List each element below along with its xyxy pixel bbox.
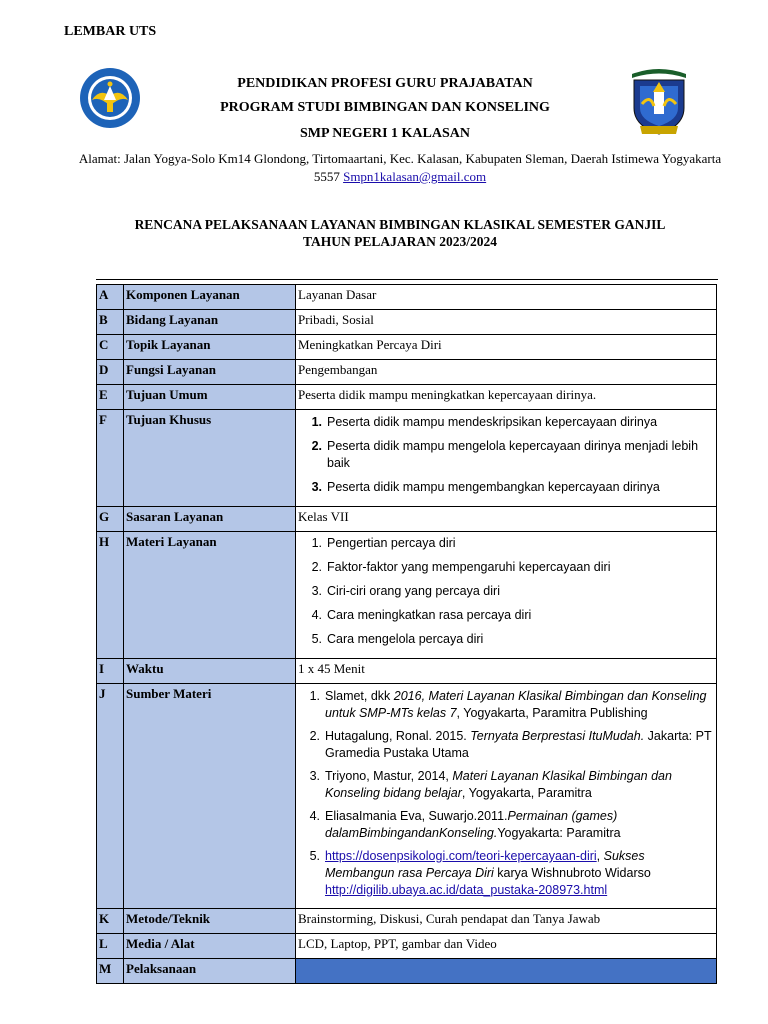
row-letter: M (97, 959, 124, 984)
row-letter: D (97, 360, 124, 385)
row-letter: G (97, 507, 124, 532)
list-item (300, 631, 714, 648)
table-row (97, 532, 717, 659)
header-divider (96, 279, 718, 280)
school-address (70, 150, 730, 186)
row-value: 1 x 45 Menit (296, 659, 717, 684)
row-value (296, 684, 717, 909)
item-text: Cara mengelola percaya diri (327, 632, 484, 646)
row-letter: B (97, 310, 124, 335)
row-label: Sumber Materi (124, 684, 296, 909)
service-plan-table (96, 284, 717, 984)
item-number: 2. (309, 729, 320, 743)
row-value (296, 959, 717, 984)
list-item (300, 414, 714, 431)
row-label: Materi Layanan (124, 532, 296, 659)
item-number: 1. (311, 415, 322, 429)
item-text: https://dosenpsikologi.com/teori-kepercayaan-diri, Sukses Membangun rasa Percaya Diri karya Wishnubroto Widarso http://digilib.ubaya.ac.id/data_pustaka-208973.html (325, 849, 651, 897)
row-letter: L (97, 934, 124, 959)
list-item (300, 583, 714, 600)
table-row (97, 385, 717, 410)
item-text: Peserta didik mampu mengembangkan kepercayaan dirinya (327, 480, 660, 494)
row-label: Komponen Layanan (124, 285, 296, 310)
item-number: 5. (311, 632, 322, 646)
list-item (300, 479, 714, 496)
list-item (300, 535, 714, 552)
item-number: 3. (311, 480, 322, 494)
header-line-1: PENDIDIKAN PROFESI GURU PRAJABATAN (237, 76, 533, 91)
row-label: Media / Alat (124, 934, 296, 959)
row-value (296, 532, 717, 659)
list-item (298, 768, 714, 802)
item-number: 2. (311, 560, 322, 574)
tut-wuri-handayani-logo (78, 66, 142, 130)
material-list (298, 535, 714, 648)
item-number: 3. (309, 769, 320, 783)
row-label: Tujuan Umum (124, 385, 296, 410)
sleman-regency-crest (626, 64, 692, 136)
row-value: Pribadi, Sosial (296, 310, 717, 335)
title-line-2: TAHUN PELAJARAN 2023/2024 (302, 234, 497, 249)
title-line-1: RENCANA PELAKSANAAN LAYANAN BIMBINGAN KLASIKAL SEMESTER GANJIL (134, 217, 666, 232)
item-text: Triyono, Mastur, 2014, Materi Layanan Klasikal Bimbingan dan Konseling bidang belajar, Yogyakarta, Paramitra (325, 769, 672, 800)
source-link[interactable]: https://dosenpsikologi.com/teori-kepercayaan-diri (325, 849, 597, 863)
row-letter: F (97, 410, 124, 507)
list-item (298, 728, 714, 762)
school-email-link[interactable]: Smpn1kalasan@gmail.com (343, 169, 487, 184)
item-number: 4. (311, 608, 322, 622)
document-title (70, 216, 730, 250)
item-text: Peserta didik mampu mengelola kepercayaan dirinya menjadi lebih baik (327, 439, 699, 470)
table-row (97, 659, 717, 684)
item-text: Ciri-ciri orang yang percaya diri (327, 584, 500, 598)
row-value: Brainstorming, Diskusi, Curah pendapat dan Tanya Jawab (296, 909, 717, 934)
row-value: Layanan Dasar (296, 285, 717, 310)
table-row (97, 959, 717, 984)
list-item (298, 808, 714, 842)
list-item (300, 438, 714, 472)
row-letter: C (97, 335, 124, 360)
row-letter: H (97, 532, 124, 659)
item-text: Slamet, dkk 2016, Materi Layanan Klasikal Bimbingan dan Konseling untuk SMP-MTs kelas 7, Yogyakarta, Paramitra Publishing (325, 689, 707, 720)
row-label: Topik Layanan (124, 335, 296, 360)
item-text: Faktor-faktor yang mempengaruhi kepercayaan diri (327, 560, 611, 574)
item-text: Peserta didik mampu mendeskripsikan kepercayaan dirinya (327, 415, 658, 429)
list-item (300, 607, 714, 624)
item-text: EliasaImania Eva, Suwarjo.2011.Permainan (games) dalamBimbingandanKonseling.Yogyakarta: Paramitra (325, 809, 621, 840)
table-row (97, 285, 717, 310)
address-text: Alamat: Jalan Yogya-Solo Km14 Glondong, Tirtomaartani, Kec. Kalasan, Kabupaten Sleman, Daerah Istimewa Yogyakarta 5557 (78, 151, 722, 184)
row-label: Metode/Teknik (124, 909, 296, 934)
list-item (300, 559, 714, 576)
row-value: Pengembangan (296, 360, 717, 385)
row-letter: I (97, 659, 124, 684)
row-label: Tujuan Khusus (124, 410, 296, 507)
item-number: 4. (309, 809, 320, 823)
header-line-3: SMP NEGERI 1 KALASAN (300, 126, 470, 141)
row-value: LCD, Laptop, PPT, gambar dan Video (296, 934, 717, 959)
item-number: 3. (311, 584, 322, 598)
specific-goals-list (298, 414, 714, 496)
item-number: 5. (309, 849, 320, 863)
row-letter: K (97, 909, 124, 934)
row-label: Waktu (124, 659, 296, 684)
table-row (97, 310, 717, 335)
table-row (97, 410, 717, 507)
row-value (296, 410, 717, 507)
table-row (97, 909, 717, 934)
table-row (97, 507, 717, 532)
row-letter: J (97, 684, 124, 909)
row-letter: E (97, 385, 124, 410)
row-letter: A (97, 285, 124, 310)
header-line-2: PROGRAM STUDI BIMBINGAN DAN KONSELING (220, 100, 550, 115)
table-row (97, 934, 717, 959)
row-value: Peserta didik mampu meningkatkan kepercayaan dirinya. (296, 385, 717, 410)
item-text: Cara meningkatkan rasa percaya diri (327, 608, 532, 622)
sources-list (298, 688, 714, 899)
row-label: Bidang Layanan (124, 310, 296, 335)
item-number: 1. (309, 689, 320, 703)
table-row (97, 684, 717, 909)
item-number: 1. (311, 536, 322, 550)
table-row (97, 335, 717, 360)
item-number: 2. (311, 439, 322, 453)
table-row (97, 360, 717, 385)
row-value: Kelas VII (296, 507, 717, 532)
source-link[interactable]: http://digilib.ubaya.ac.id/data_pustaka-208973.html (325, 883, 608, 897)
item-text: Hutagalung, Ronal. 2015. Ternyata Berprestasi ItuMudah. Jakarta: PT Gramedia Pustaka Utama (325, 729, 712, 760)
document-label: LEMBAR UTS (64, 24, 157, 39)
list-item (298, 688, 714, 722)
row-label: Sasaran Layanan (124, 507, 296, 532)
row-label: Pelaksanaan (124, 959, 296, 984)
row-value: Meningkatkan Percaya Diri (296, 335, 717, 360)
row-label: Fungsi Layanan (124, 360, 296, 385)
item-text: Pengertian percaya diri (327, 536, 456, 550)
list-item (298, 848, 714, 899)
